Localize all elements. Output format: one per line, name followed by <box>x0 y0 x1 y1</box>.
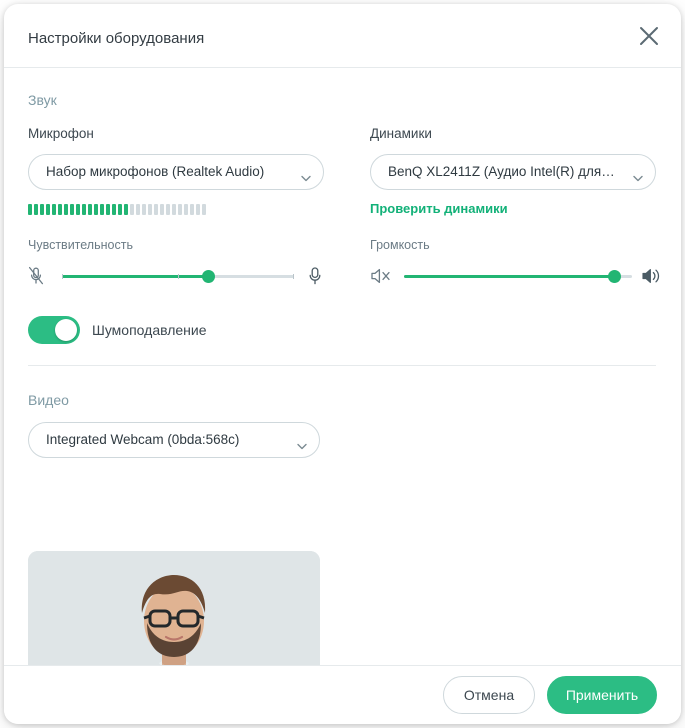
meter-bar <box>106 204 110 215</box>
meter-bar <box>100 204 104 215</box>
volume-slider[interactable] <box>404 266 632 286</box>
meter-bar <box>94 204 98 215</box>
chevron-down-icon <box>633 169 643 176</box>
section-divider <box>28 365 656 366</box>
speakers-label: Динамики <box>370 126 432 141</box>
meter-bar <box>160 204 164 215</box>
meter-bar <box>142 204 146 215</box>
meter-bar <box>190 204 194 215</box>
meter-bar <box>82 204 86 215</box>
speakers-select-value: BenQ XL2411Z (Аудио Intel(R) для… <box>388 164 615 179</box>
meter-bar <box>202 204 206 215</box>
slider-knob[interactable] <box>608 270 621 283</box>
microphone-icon[interactable] <box>308 266 322 291</box>
meter-bar <box>148 204 152 215</box>
speaker-muted-icon[interactable] <box>370 267 394 290</box>
camera-select-value: Integrated Webcam (0bda:568c) <box>46 432 240 447</box>
microphone-select-value: Набор микрофонов (Realtek Audio) <box>46 164 265 179</box>
meter-bar <box>118 204 122 215</box>
meter-bar <box>58 204 62 215</box>
meter-bar <box>88 204 92 215</box>
sensitivity-slider[interactable] <box>62 266 294 286</box>
dialog-footer <box>4 665 681 724</box>
noise-suppression-toggle[interactable] <box>28 316 80 344</box>
camera-select[interactable] <box>28 422 320 458</box>
slider-fill <box>404 275 614 278</box>
meter-bar <box>76 204 80 215</box>
meter-bar <box>130 204 134 215</box>
speakers-select[interactable] <box>370 154 656 190</box>
meter-bar <box>154 204 158 215</box>
dialog-titlebar <box>4 4 681 68</box>
dialog-body <box>4 68 681 664</box>
meter-bar <box>64 204 68 215</box>
hardware-settings-dialog <box>4 4 681 724</box>
meter-bar <box>166 204 170 215</box>
slider-tick <box>62 274 63 279</box>
speaker-loud-icon[interactable] <box>641 267 661 290</box>
meter-bar <box>178 204 182 215</box>
close-icon[interactable] <box>635 22 663 50</box>
meter-bar <box>40 204 44 215</box>
slider-tick <box>293 274 294 279</box>
meter-bar <box>34 204 38 215</box>
meter-bar <box>184 204 188 215</box>
slider-tick <box>178 274 179 279</box>
meter-bar <box>28 204 32 215</box>
microphone-level-meter <box>28 204 206 215</box>
apply-button[interactable]: Применить <box>547 676 657 714</box>
slider-knob[interactable] <box>202 270 215 283</box>
microphone-label: Микрофон <box>28 126 94 141</box>
meter-bar <box>172 204 176 215</box>
sound-section-label: Звук <box>28 92 57 108</box>
meter-bar <box>196 204 200 215</box>
dialog-title: Настройки оборудования <box>28 30 205 47</box>
slider-fill <box>62 275 208 278</box>
test-speakers-link[interactable]: Проверить динамики <box>370 201 508 216</box>
meter-bar <box>124 204 128 215</box>
sensitivity-label: Чувствительность <box>28 238 133 252</box>
microphone-muted-icon[interactable] <box>28 266 44 291</box>
chevron-down-icon <box>301 169 311 176</box>
microphone-select[interactable] <box>28 154 324 190</box>
meter-bar <box>136 204 140 215</box>
noise-suppression-label: Шумоподавление <box>92 322 207 338</box>
meter-bar <box>52 204 56 215</box>
volume-label: Громкость <box>370 238 430 252</box>
meter-bar <box>112 204 116 215</box>
meter-bar <box>46 204 50 215</box>
toggle-handle <box>55 319 77 341</box>
video-section-label: Видео <box>28 392 69 408</box>
chevron-down-icon <box>297 437 307 444</box>
cancel-button[interactable]: Отмена <box>443 676 535 714</box>
meter-bar <box>70 204 74 215</box>
